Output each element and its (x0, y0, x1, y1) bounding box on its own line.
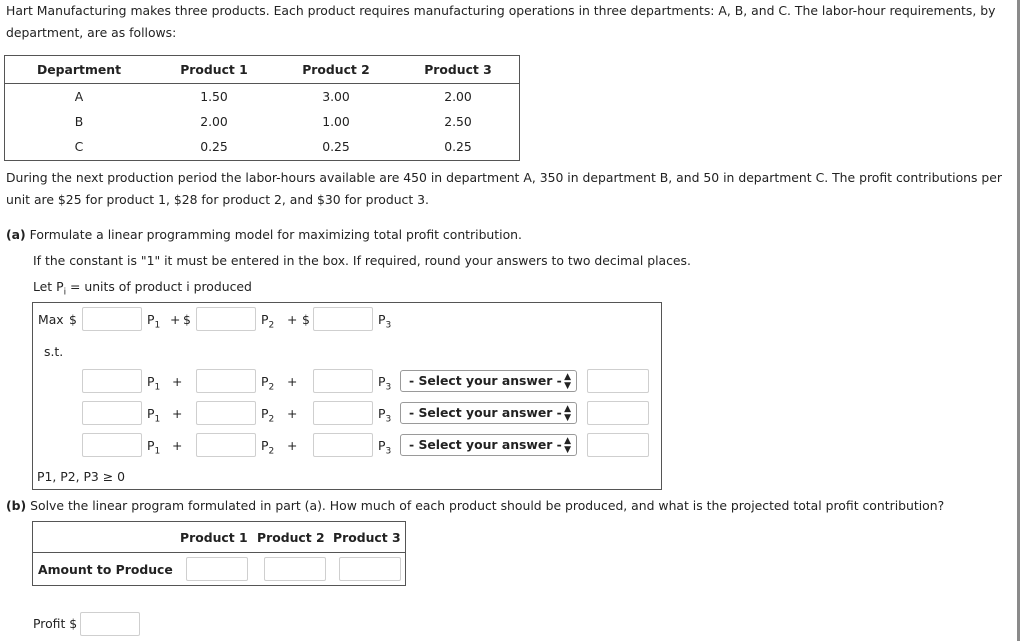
header-product-2: Product 2 (302, 62, 370, 77)
p2-label: $P_2$ (261, 438, 275, 457)
page-scrollbar-edge (1017, 0, 1020, 641)
objective-coef-p1-input[interactable] (82, 307, 142, 331)
part-b-question (6, 498, 944, 513)
constraint-3-p2-input[interactable] (196, 433, 256, 457)
table-cell: 2.50 (444, 114, 472, 129)
part-a-label: (a) (6, 227, 26, 242)
dollar-sign: $ (302, 312, 310, 327)
table-cell: 1.00 (322, 114, 350, 129)
p3-label: $P_3$ (378, 406, 392, 425)
profit-label: Profit $ (33, 616, 78, 631)
plus-sign: + (287, 406, 298, 421)
select-arrows-icon: ▲ ▼ (564, 404, 571, 423)
p3-label: $P_3$ (378, 374, 392, 393)
plus-sign: + (170, 312, 181, 327)
plus-sign: + (172, 374, 183, 389)
labor-hours-table (4, 55, 520, 161)
intro-text: Hart Manufacturing makes three products. Each product requires manufacturing operations in three departments: A, B, and C. The labor-hour requirements, by department, are as follows: (6, 3, 996, 40)
max-label: Max (38, 312, 64, 327)
dept-a-label: A (74, 89, 84, 104)
dept-b-label: B (74, 114, 84, 129)
select-arrows-icon: ▲ ▼ (564, 372, 571, 391)
table-cell: 0.25 (322, 139, 350, 154)
st-label: s.t. (44, 344, 64, 359)
constraint-2-p3-input[interactable] (313, 401, 373, 425)
constraint-2-p1-input[interactable] (82, 401, 142, 425)
part-a-question (6, 227, 522, 242)
table-cell: 0.25 (444, 139, 472, 154)
nonnegativity-constraint: P1, P2, P3 ≥ 0 (37, 469, 125, 484)
table-cell: 2.00 (444, 89, 472, 104)
objective-coef-p3-input[interactable] (313, 307, 373, 331)
select-arrows-icon: ▲ ▼ (564, 436, 571, 455)
amount-product-2-input[interactable] (264, 557, 326, 581)
header-department: Department (36, 62, 121, 77)
table-cell: 1.50 (200, 89, 228, 104)
let-text: Let P (33, 279, 64, 294)
part-a-text: Formulate a linear programming model for maximizing total profit contribution. (29, 227, 522, 242)
constraint-1-p1-input[interactable] (82, 369, 142, 393)
p1-label: $P_1$ (147, 374, 161, 393)
constraint-3-p1-input[interactable] (82, 433, 142, 457)
dollar-sign: $ (69, 312, 77, 327)
let-definition (33, 279, 252, 297)
table-cell: 0.25 (200, 139, 228, 154)
header-product-2: Product 2 (257, 530, 325, 545)
let-rest: = units of product i produced (66, 279, 252, 294)
constraint-2-rhs-input[interactable] (587, 401, 649, 425)
part-b-label: (b) (6, 498, 27, 513)
constraint-1-relation-select[interactable] (400, 370, 577, 392)
p2-label: $P_2$ (261, 312, 275, 331)
table-cell: 3.00 (322, 89, 350, 104)
constraint-1-rhs-input[interactable] (587, 369, 649, 393)
p2-label: $P_2$ (261, 374, 275, 393)
plus-sign: + (287, 438, 298, 453)
select-text: - Select your answer - (409, 405, 562, 420)
part-a-instruction: If the constant is "1" it must be entered in the box. If required, round your answers to two decimal places. (33, 253, 691, 268)
constraint-2-p2-input[interactable] (196, 401, 256, 425)
lp-model-box (32, 302, 662, 490)
select-text: - Select your answer - (409, 437, 562, 452)
labor-hours-table-header (5, 56, 519, 84)
header-product-3: Product 3 (333, 530, 401, 545)
table-divider (33, 552, 405, 553)
constraint-3-relation-select[interactable] (400, 434, 577, 456)
amount-to-produce-label: Amount to Produce (38, 562, 173, 577)
select-text: - Select your answer - (409, 373, 562, 388)
amount-product-3-input[interactable] (339, 557, 401, 581)
objective-coef-p2-input[interactable] (196, 307, 256, 331)
constraint-3-rhs-input[interactable] (587, 433, 649, 457)
constraint-1-p2-input[interactable] (196, 369, 256, 393)
plus-sign: + (172, 406, 183, 421)
dept-c-label: C (74, 139, 84, 154)
info-text: During the next production period the labor-hours available are 450 in department A, 350 in department B, and 50 in department C. The profit contributions per unit are $25 for product 1, $28 for product 2, and $30 for product 3. (6, 170, 1003, 207)
let-sub: i (63, 287, 67, 298)
plus-sign: + (172, 438, 183, 453)
solution-table (32, 521, 406, 586)
p3-label: $P_3$ (378, 438, 392, 457)
p1-label: $P_1$ (147, 312, 161, 331)
constraint-3-p3-input[interactable] (313, 433, 373, 457)
plus-sign: + (287, 312, 298, 327)
profit-input[interactable] (80, 612, 140, 636)
header-product-1: Product 1 (180, 62, 248, 77)
header-product-1: Product 1 (180, 530, 248, 545)
p2-label: $P_2$ (261, 406, 275, 425)
p1-label: $P_1$ (147, 438, 161, 457)
constraint-2-relation-select[interactable] (400, 402, 577, 424)
amount-product-1-input[interactable] (186, 557, 248, 581)
header-product-3: Product 3 (424, 62, 492, 77)
table-cell: 2.00 (200, 114, 228, 129)
dollar-sign: $ (183, 312, 191, 327)
p3-label: $P_3$ (378, 312, 392, 331)
constraint-1-p3-input[interactable] (313, 369, 373, 393)
part-b-text: Solve the linear program formulated in part (a). How much of each product should be produced, and what is the projected total profit contribution? (30, 498, 945, 513)
p1-label: $P_1$ (147, 406, 161, 425)
plus-sign: + (287, 374, 298, 389)
